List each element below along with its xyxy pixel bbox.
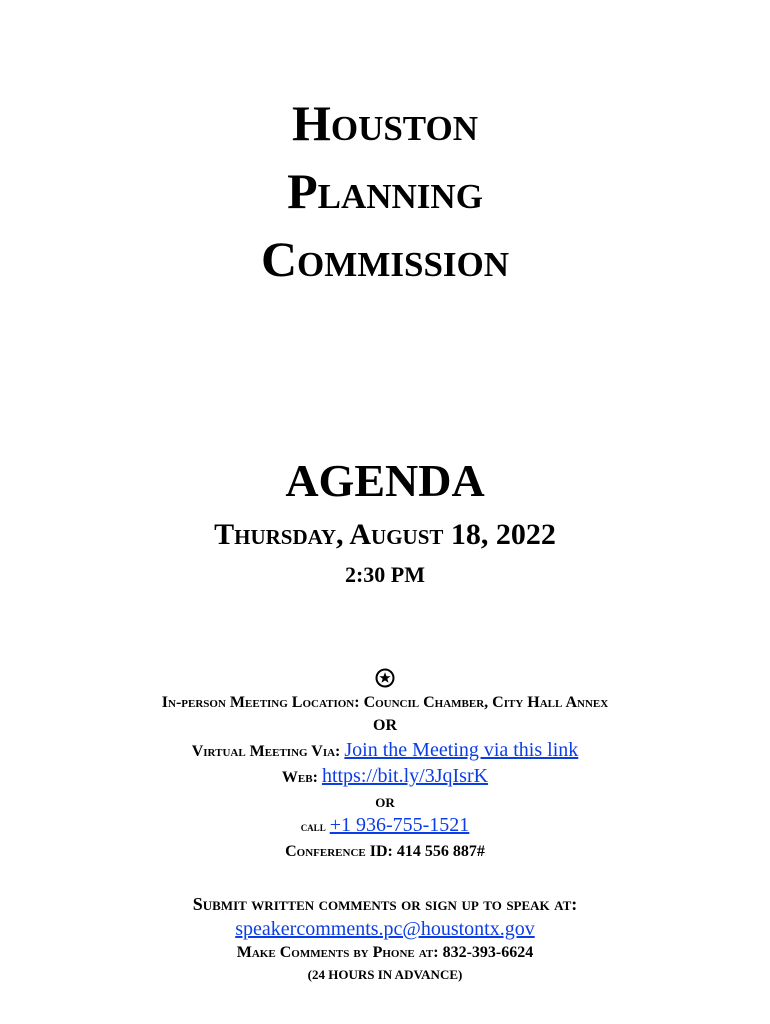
conference-line <box>0 842 770 862</box>
or-separator-2: OR <box>375 795 395 810</box>
web-label: Web: <box>281 769 318 786</box>
web-line <box>0 766 770 788</box>
phone-link[interactable]: +1 936-755-1521 <box>329 814 470 836</box>
location-label: In-person Meeting Location: <box>161 694 360 711</box>
conference-label: Conference <box>285 843 366 860</box>
submit-heading: Submit written comments or sign up to speak at: <box>192 894 578 914</box>
location-value: Council Chamber, City Hall Annex <box>363 694 609 711</box>
title-line-2: Planning <box>287 163 483 219</box>
phone-comments-line <box>0 943 770 963</box>
phone-comments-number: 832-393-6624 <box>442 944 534 961</box>
agenda-heading: AGENDA <box>285 455 485 506</box>
join-meeting-link[interactable]: Join the Meeting via this link <box>344 739 579 761</box>
meeting-date: Thursday, August 18, 2022 <box>214 518 556 551</box>
advance-note: (24 HOURS IN ADVANCE) <box>307 967 463 982</box>
email-link[interactable]: speakercomments.pc@houstontx.gov <box>235 918 535 940</box>
virtual-line <box>0 740 770 762</box>
meeting-time: 2:30 PM <box>344 562 426 587</box>
call-line <box>0 815 770 837</box>
conference-id: ID: 414 556 887# <box>369 843 485 860</box>
email-line <box>0 918 770 941</box>
or-separator-1: OR <box>373 717 397 734</box>
call-label: call <box>300 819 326 834</box>
star-in-circle-icon <box>375 668 395 688</box>
title-line-3: Commission <box>260 231 510 287</box>
title-line-1: Houston <box>291 95 479 151</box>
virtual-label: Virtual Meeting Via: <box>191 743 341 760</box>
web-url-link[interactable]: https://bit.ly/3JqIsrK <box>321 765 489 787</box>
phone-comments-label: Make Comments by Phone at: <box>236 944 439 961</box>
location-line <box>0 693 770 713</box>
